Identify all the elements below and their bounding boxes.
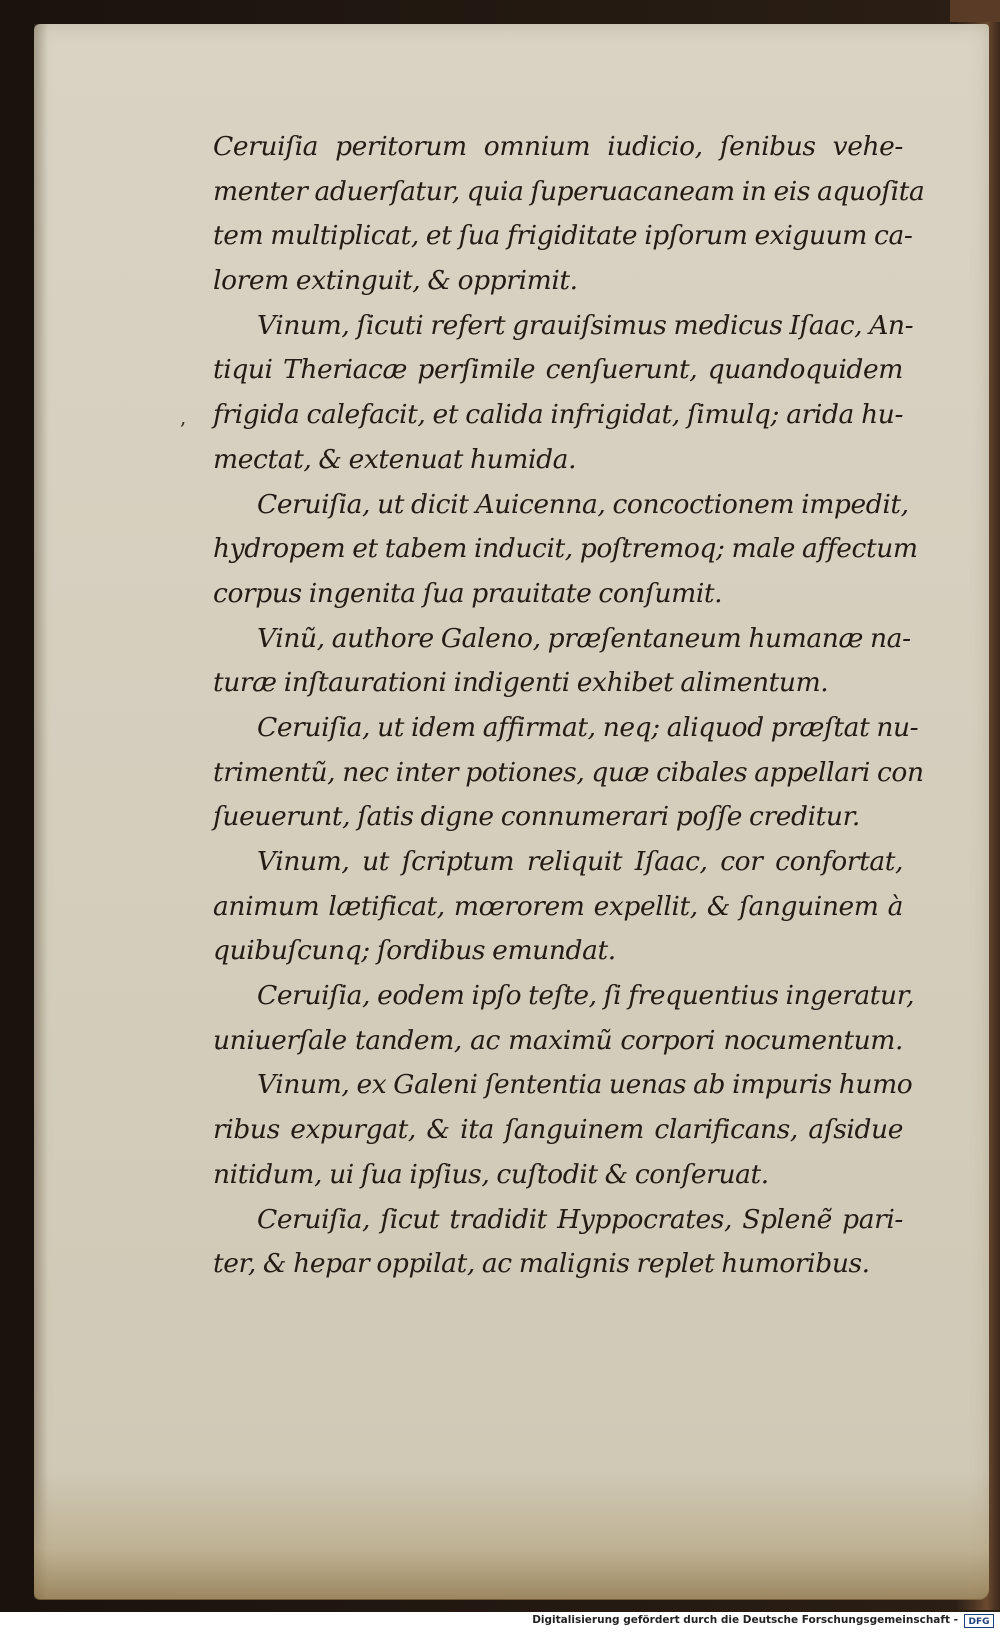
- digitization-credit: Digitalisierung gefördert durch die Deutsche Forschungsgemeinschaft -: [532, 1614, 958, 1626]
- text-line: nitidum, ui ſua ipſius, cuſtodit & conſeruat.: [213, 1158, 769, 1190]
- text-line: Vinum, ſicuti refert grauiſsimus medicus Iſaac, An-: [257, 309, 914, 341]
- text-line: ribus expurgat, & ita ſanguinem clarificans, aſsidue: [213, 1114, 903, 1146]
- text-line: Ceruiſia peritorum omnium iudicio, ſenibus vehe-: [213, 131, 903, 162]
- text-line: Ceruiſia, ut idem affirmat, neq; aliquod præſtat nu-: [257, 711, 919, 743]
- text-line: trimentũ, nec inter potiones, quæ cibales appellari con: [213, 756, 924, 788]
- book-edge-top: [950, 0, 1000, 22]
- text-line: Vinum, ex Galeni ſententia uenas ab impuris humo: [257, 1069, 913, 1101]
- text-line: frigida calefacit, et calida infrigidat, ſimulq; arida hu-: [213, 399, 903, 431]
- text-line: ter, & hepar oppilat, ac malignis replet humoribus.: [213, 1248, 870, 1280]
- text-line: hydropem et tabem inducit, poſtremoq; male affectum: [213, 533, 918, 565]
- text-line: Ceruiſia, ut dicit Auicenna, concoctionem impedit,: [257, 488, 909, 520]
- text-line: mectat, & extenuat humida.: [213, 443, 577, 475]
- text-line: Ceruiſia, eodem ipſo teſte, ſi frequentius ingeratur,: [257, 980, 915, 1012]
- text-line: Vinũ, authore Galeno, præſentaneum humanæ na-: [257, 622, 911, 654]
- text-line: uniuerſale tandem, ac maximũ corpori nocumentum.: [213, 1024, 903, 1056]
- page-text: [213, 125, 925, 1287]
- text-line: quibuſcunq; ſordibus emundat.: [213, 935, 616, 967]
- text-line: lorem extinguit, & opprimit.: [213, 265, 578, 297]
- page-gutter-shadow: [34, 24, 48, 1599]
- text-line: ſueuerunt, ſatis digne connumerari poſſe creditur.: [213, 801, 860, 833]
- text-line: turæ inſtaurationi indigenti exhibet alimentum.: [213, 667, 829, 699]
- text-line: corpus ingenita ſua prauitate conſumit.: [213, 577, 723, 609]
- text-line: Vinum, ut ſcriptum reliquit Iſaac, cor confortat,: [257, 846, 903, 877]
- dfg-logo: DFG: [964, 1614, 994, 1628]
- text-line: Ceruiſia, ſicut tradidit Hyppocrates, Splenẽ pari-: [257, 1203, 903, 1235]
- text-line: menter aduerſatur, quia ſuperuacaneam in eis aquoſita: [213, 175, 925, 207]
- text-line: tem multiplicat, et ſua frigiditate ipſorum exiguum ca-: [213, 220, 913, 252]
- text-line: animum lætificat, mœrorem expellit, & ſanguinem à: [213, 890, 903, 922]
- page-stain: [34, 1470, 989, 1600]
- stray-ink-mark: ,: [180, 405, 187, 429]
- text-line: tiqui Theriacæ perſimile cenſuerunt, quandoquidem: [213, 354, 903, 386]
